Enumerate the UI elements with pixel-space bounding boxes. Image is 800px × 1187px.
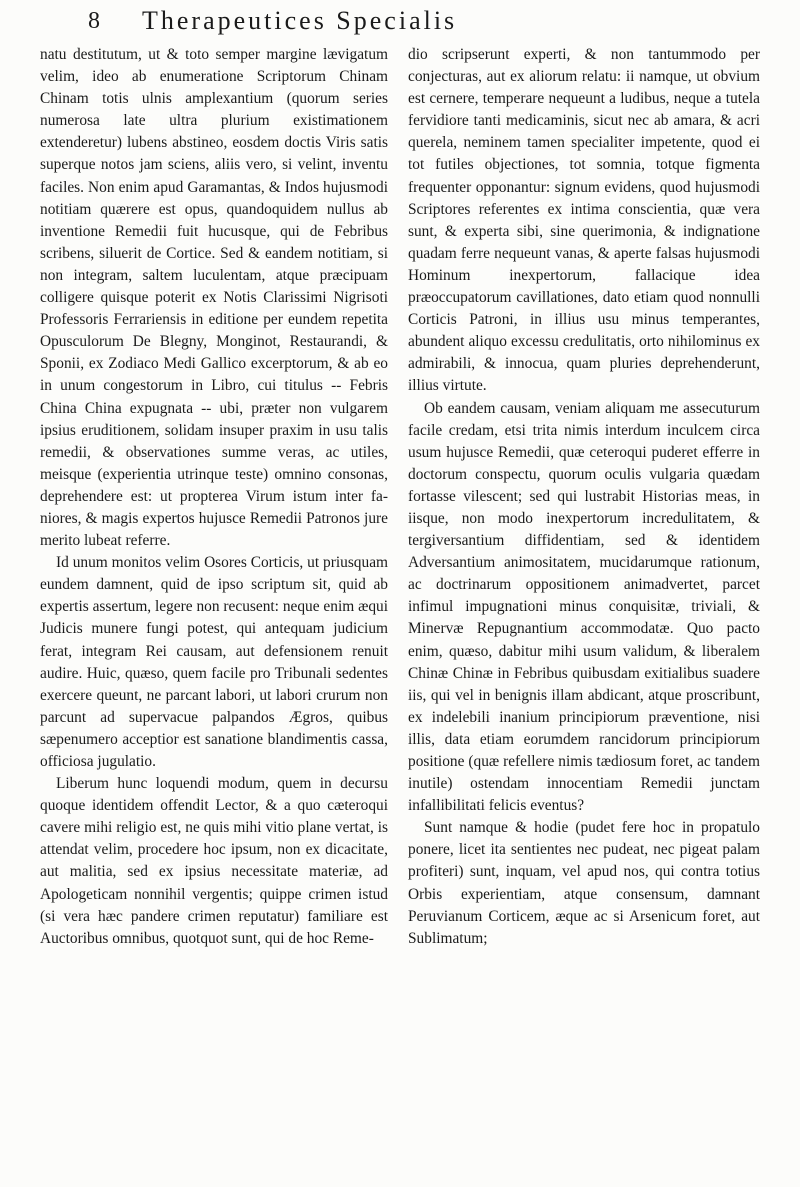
page-header <box>0 6 800 40</box>
paragraph: Ob eandem causam, veniam aliquam me assecuturum facile credam, etsi trita nimis interdum inculcem circa usum hujusce Remedii, quæ ceteroqui puderet efferre in doctorum conspectu, quorum oculis vulgaria quædam fortasse vilescent; sed qui lustrabit Historias meas, in iisque, non modo inexpertorum incredulitatem, & tergiversantium diffidentiam, sed & identidem Adversantium animositatem, mucidarumque rationum, ac doctrinarum oppositionem animadvertet, parcet infimul impugnationi minus conquisitæ, triviali, & Minervæ Repugnantium accommodatæ. Quo pacto enim, quæso, dabitur mihi usum validum, & liberalem Chinæ Chinæ in Febribus quibusdam exitialibus suadere iis, qui vel in benignis illam abdicant, atque proscribunt, ex indelebili inanium principiorum præventione, nisi illis, data etiam eorumdem rancidorum principiorum positione (quæ refellere nimis tædiosum foret, ac tandem inutile) ostendam innocentiam Remedii junctam infallibilitati felicis eventus? <box>408 399 760 815</box>
page-number: 8 <box>88 8 100 34</box>
paragraph: Sunt namque & hodie (pudet fere hoc in propatulo ponere, licet ita sentientes nec pudeat, nec pigeat palam profiteri) sunt, inquam, vel apud nos, qui contra totius Orbis experientiam, atque consensum, damnant Peruvianum Corticem, æque ac si Arsenicum foret, aut Sublimatum; <box>408 819 760 947</box>
right-column <box>408 44 760 950</box>
paragraph: natu destitutum, ut & toto semper margine lævigatum velim, ideo ab enumeratione Scriptorum Chinam Chinam totis ulnis amplexantium (quorum series numerosa late ultra plurium existimationem extenderetur) lubens abstineo, eosdem doctis Viris satis superque notos jam sciens, aliis vero, si velint, inventu faciles. Non enim apud Garamantas, & Indos hujusmodi notitiam quærere est opus, quandoquidem nullus ab inventione Remedii fuit hucusque, qui de Febribus scribens, siluerit de Cortice. Sed & eandem notitiam, si non integram, saltem luculentam, atque præcipuam colligere quisque poterit ex Notis Clarissimi Nigrisoti Professoris Ferrariensis in editione per eundem repetita Opusculorum De Blegny, Monginot, Restaurandi, & Sponii, ex Zodiaco Medi Gallico excerptorum, & ab eo in unum congestorum in Libro, cui titulus -- Febris China China expugnata -- ubi, præter non vulgarem ipsius eruditionem, solidam insuper praxim in usu talis remedii, & observationes summe veras, ac utiles, meisque (experientia utrinque teste) omnino consonas, deprehendere est: ut propterea Virum istum inter fa- niores, & magis expertos hujusce Remedii Patronos jure merito lubeat referre. <box>40 46 388 550</box>
paragraph: dio scripserunt experti, & non tantummodo per conjecturas, aut ex aliorum relatu: ii namque, ut obvium est cernere, temperare nequeunt a ludibus, neque a tutela fervidiore tanti medicaminis, sicut nec ab amara, & acri querela, neminem tamen specialiter impetente, quod ei tot futiles objectiones, tot somnia, totque figmenta frequenter opponantur: signum evidens, quod hujusmodi Scriptores referentes ex intima conscientia, quæ vera sunt, & experta sibi, sine querimonia, & indignatione quadam ferre nequeunt vanas, & aperte falsas hujusmodi Hominum inexpertorum, fallacique idea præoccupatorum cavillationes, dato etiam quod nonnulli Corticis Patroni, in illius usu minus temperantes, abundent aliquo excessu credulitatis, orto nihilominus ex admirabili, & innocua, quam pluries deprehenderunt, illius virtute. <box>408 46 760 395</box>
running-title: Therapeutices Specialis <box>142 6 458 35</box>
paragraph: Liberum hunc loquendi modum, quem in decursu quoque identidem offendit Lector, & a quo cæteroqui cavere mihi religio est, ne quis mihi vitio plane vertat, is attendat velim, procedere hoc ipsum, non ex dicacitate, aut malitia, sed ex ipsius necessitate materiæ, ad Apologeticam nonnihil vergentis; quippe crimen istud (si vera hæc pandere crimen reputatur) familiare est Auctoribus omnibus, quotquot sunt, qui de hoc Reme- <box>40 775 388 947</box>
left-column <box>40 44 388 950</box>
paragraph: Id unum monitos velim Osores Corticis, ut priusquam eundem damnent, quid de ipso scriptum sit, quid ab expertis assertum, legere non recusent: neque enim æqui Judicis munere fungi potest, qui antequam judicium ferat, integram Rei causam, aut defensionem renuit audire. Huic, quæso, quem facile pro Tribunali sedentes exercere queunt, ne parcant labori, ut labori crurum non parcunt ad supervacue palpandos Ægros, quibus sæpenumero acceptior est sanatione blandimentis cassa, officiosa jugulatio. <box>40 554 388 770</box>
